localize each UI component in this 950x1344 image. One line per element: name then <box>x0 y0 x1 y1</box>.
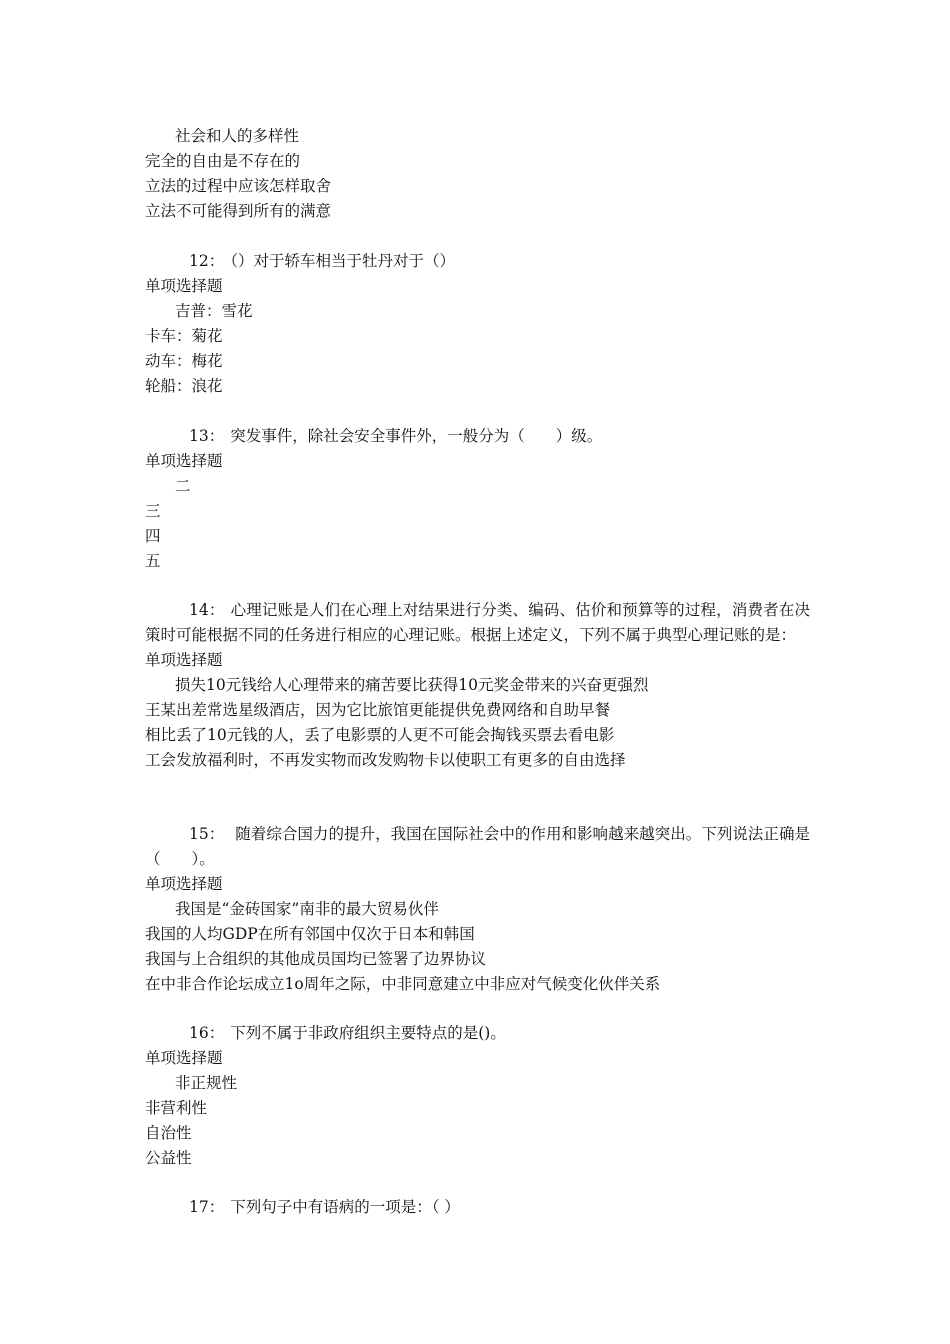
question-type: 单项选择题 <box>145 875 223 893</box>
option-a: 吉普：雪花 <box>175 302 253 320</box>
question-number: 16： <box>189 1024 225 1042</box>
question-15 <box>145 822 810 997</box>
question-stem <box>145 822 810 872</box>
option-c: 立法的过程中应该怎样取舍 <box>145 177 332 195</box>
option-d: 工会发放福利时，不再发实物而改发购物卡以使职工有更多的自由选择 <box>145 751 626 769</box>
option-d: 五 <box>145 552 161 570</box>
option-a: 损失10元钱给人心理带来的痛苦要比获得10元奖金带来的兴奋更强烈 <box>175 676 649 694</box>
question-type: 单项选择题 <box>145 1049 223 1067</box>
option-d: 轮船：浪花 <box>145 377 223 395</box>
option-a: 我国是“金砖国家”南非的最大贸易伙伴 <box>175 900 439 918</box>
q11-options <box>145 124 810 224</box>
option-a: 非正规性 <box>175 1074 238 1092</box>
question-14 <box>145 598 810 773</box>
question-text: 随着综合国力的提升，我国在国际社会中的作用和影响越来越突出。下列说法正确是（ ）。 <box>145 825 810 868</box>
question-12 <box>145 249 810 399</box>
question-type: 单项选择题 <box>145 651 223 669</box>
question-17 <box>145 1195 810 1220</box>
option-a: 社会和人的多样性 <box>175 127 300 145</box>
question-stem <box>145 424 810 449</box>
option-b: 非营利性 <box>145 1099 208 1117</box>
question-text: 下列句子中有语病的一项是：（ ） <box>230 1198 460 1216</box>
option-b: 卡车：菊花 <box>145 327 223 345</box>
question-13 <box>145 424 810 574</box>
option-c: 自治性 <box>145 1124 192 1142</box>
question-type: 单项选择题 <box>145 277 223 295</box>
question-text: 突发事件，除社会安全事件外，一般分为（ ）级。 <box>230 427 603 445</box>
option-d: 立法不可能得到所有的满意 <box>145 202 332 220</box>
option-c: 相比丢了10元钱的人，丢了电影票的人更不可能会掏钱买票去看电影 <box>145 726 615 744</box>
question-stem <box>145 598 810 648</box>
option-a: 二 <box>175 477 191 495</box>
option-d: 在中非合作论坛成立1o周年之际，中非同意建立中非应对气候变化伙伴关系 <box>145 975 661 993</box>
option-d: 公益性 <box>145 1149 192 1167</box>
question-type: 单项选择题 <box>145 452 223 470</box>
question-stem <box>145 1021 810 1046</box>
option-b: 我国的人均GDP在所有邻国中仅次于日本和韩国 <box>145 925 475 943</box>
question-number: 17： <box>189 1198 225 1216</box>
option-c: 我国与上合组织的其他成员国均已签署了边界协议 <box>145 950 487 968</box>
option-c: 动车：梅花 <box>145 352 223 370</box>
option-b: 三 <box>145 502 161 520</box>
option-b: 完全的自由是不存在的 <box>145 152 301 170</box>
question-text: 下列不属于非政府组织主要特点的是()。 <box>230 1024 506 1042</box>
question-number: 12： <box>189 252 225 270</box>
question-16 <box>145 1021 810 1171</box>
question-text: 心理记账是人们在心理上对结果进行分类、编码、估价和预算等的过程，消费者在决策时可能根据不同的任务进行相应的心理记账。根据上述定义，下列不属于典型心理记账的是： <box>145 601 810 644</box>
question-text: （）对于轿车相当于牡丹对于（） <box>230 252 455 270</box>
option-b: 王某出差常选星级酒店，因为它比旅馆更能提供免费网络和自助早餐 <box>145 701 611 719</box>
question-stem <box>145 1195 810 1220</box>
option-c: 四 <box>145 527 161 545</box>
question-number: 15： <box>189 825 225 843</box>
question-number: 14： <box>189 601 225 619</box>
question-stem <box>145 249 810 274</box>
question-number: 13： <box>189 427 225 445</box>
